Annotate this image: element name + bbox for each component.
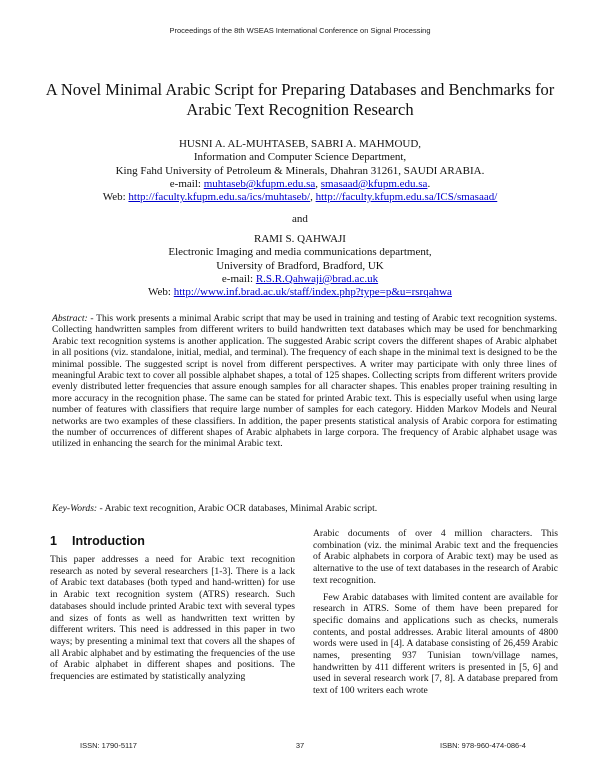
abstract xyxy=(52,313,557,450)
author2-web-line xyxy=(40,286,560,299)
web-link-qahwaji[interactable]: http://www.inf.brad.ac.uk/staff/index.php?type=p&u=rsrqahwa xyxy=(173,286,452,299)
author-web-line xyxy=(40,191,560,204)
email-end: . xyxy=(427,177,431,190)
email-label: e-mail: xyxy=(221,272,256,285)
author-names: HUSNI A. AL-MUHTASEB, SABRI A. MAHMOUD, xyxy=(178,138,422,150)
email-link-qahwaji[interactable]: R.S.R.Qahwaji@brad.ac.uk xyxy=(255,272,379,285)
paper-title: A Novel Minimal Arabic Script for Preparing Databases and Benchmarks for Arabic Text Recognition Research xyxy=(45,80,555,119)
author-block-1 xyxy=(40,138,560,204)
keywords xyxy=(52,503,557,514)
web-separator: , xyxy=(310,191,316,204)
section-number: 1 xyxy=(50,534,57,548)
author2-name: RAMI S. QAHWAJI xyxy=(254,233,346,245)
author2-department: Electronic Imaging and media communications department, xyxy=(168,246,432,259)
section-title: Introduction xyxy=(72,534,145,548)
author2-email-line xyxy=(40,273,560,286)
running-header: Proceedings of the 8th WSEAS International Conference on Signal Processing xyxy=(169,26,431,35)
intro-paragraph-1: This paper addresses a need for Arabic text recognition research as noted by several researchers [1-3]. There is a lack of Arabic text databases (both typed and hand-written) for use in Arabic text recognition system (ATRS) research. Such databases should include printed Arabic text with several types and sizes of fonts as well as handwritten text written by different writers. This need is addressed in this paper in two ways; by presenting a minimal text that covers all the shapes of all Arabic alphabet and by estimating the frequencies of the use of Arabic alphabet in different shapes and positions. The frequencies are estimated by statistically analyzing xyxy=(50,554,295,683)
footer-issn: ISSN: 1790-5117 xyxy=(80,741,137,750)
section-heading xyxy=(50,534,295,548)
keywords-text: - Arabic text recognition, Arabic OCR databases, Minimal Arabic script. xyxy=(97,503,378,514)
email-link-muhtaseb[interactable]: muhtaseb@kfupm.edu.sa xyxy=(203,177,316,190)
author-block-2 xyxy=(40,233,560,299)
email-separator: , xyxy=(315,177,321,190)
web-label: Web: xyxy=(102,191,129,204)
footer-isbn: ISBN: 978-960-474-086-4 xyxy=(440,741,526,750)
abstract-text: - This work presents a minimal Arabic script that may be used in training and testing of Arabic text recognition systems. Collecting handwritten samples from different writers to build handwritten text databases which may be used for benchmarking Arabic text recognition systems is another application. The suggested Arabic script covers the different shapes of Arabic alphabet in all positions (viz. standalone, initial, medial, and terminal). The frequency of each shape in the minimal text is designed to be the minimal possible. The suggested script is novel from different perspectives. A writer may participate with only three lines of meaningful Arabic text to cover all possible alphabet shapes, a total of 125 shapes. Collecting scripts from different writers provide evenly distributed letter frequencies that assure enough samples for all character shapes. This enables proper training resulting in more accuracy in the recognition phase. The same can be stated for printed Arabic text. This is especially useful when using large number of features with classifiers that require large number of samples for each category. Hidden Markov Models and Neural networks are two examples of these classifiers. In addition, the paper presents statistical analysis of Arabic corpora for estimating the number of occurrences of different shapes of Arabic alphabets in large corpora. The frequency of Arabic alphabet usage was utilized in enhancing the search for the minimal Arabic text. xyxy=(52,313,557,450)
email-label: e-mail: xyxy=(169,177,204,190)
left-column xyxy=(50,530,295,683)
abstract-label: Abstract: xyxy=(52,313,88,324)
intro-paragraph-2: Arabic documents of over 4 million characters. This combination (viz. the minimal Arabic text and the frequencies of Arabic alphabets in corpora of Arabic text) may be used as alternative to the use of text databases in the research of Arabic text recognition. xyxy=(313,528,558,586)
author2-university: University of Bradford, Bradford, UK xyxy=(216,259,384,272)
intro-paragraph-3: Few Arabic databases with limited content are available for research in ATRS. Some of them have been prepared for specific domains and applications such as checks, numerals contents, and postal addresses. Arabic literal amounts of 4800 words were used in [4]. A database consisting of 26,459 Arabic names, presenting 937 Tunisian town/village names, handwritten by 411 different writers is presented in [5, 6] and used in several research work [7, 8]. A database prepared from text of 100 writers each wrote xyxy=(313,591,558,697)
web-label: Web: xyxy=(148,286,174,299)
right-column xyxy=(313,528,558,697)
author-conjunction: and xyxy=(292,213,308,225)
page-number: 37 xyxy=(295,741,305,750)
web-link-smasaad[interactable]: http://faculty.kfupm.edu.sa/ICS/smasaad/ xyxy=(315,191,498,204)
email-link-smasaad[interactable]: smasaad@kfupm.edu.sa xyxy=(320,177,428,190)
author-email-line xyxy=(40,178,560,191)
web-link-muhtaseb[interactable]: http://faculty.kfupm.edu.sa/ics/muhtaseb/ xyxy=(128,191,311,204)
author-department: Information and Computer Science Department, xyxy=(193,151,407,164)
keywords-label: Key-Words: xyxy=(52,503,98,514)
author-university: King Fahd University of Petroleum & Minerals, Dhahran 31261, SAUDI ARABIA. xyxy=(115,164,485,177)
